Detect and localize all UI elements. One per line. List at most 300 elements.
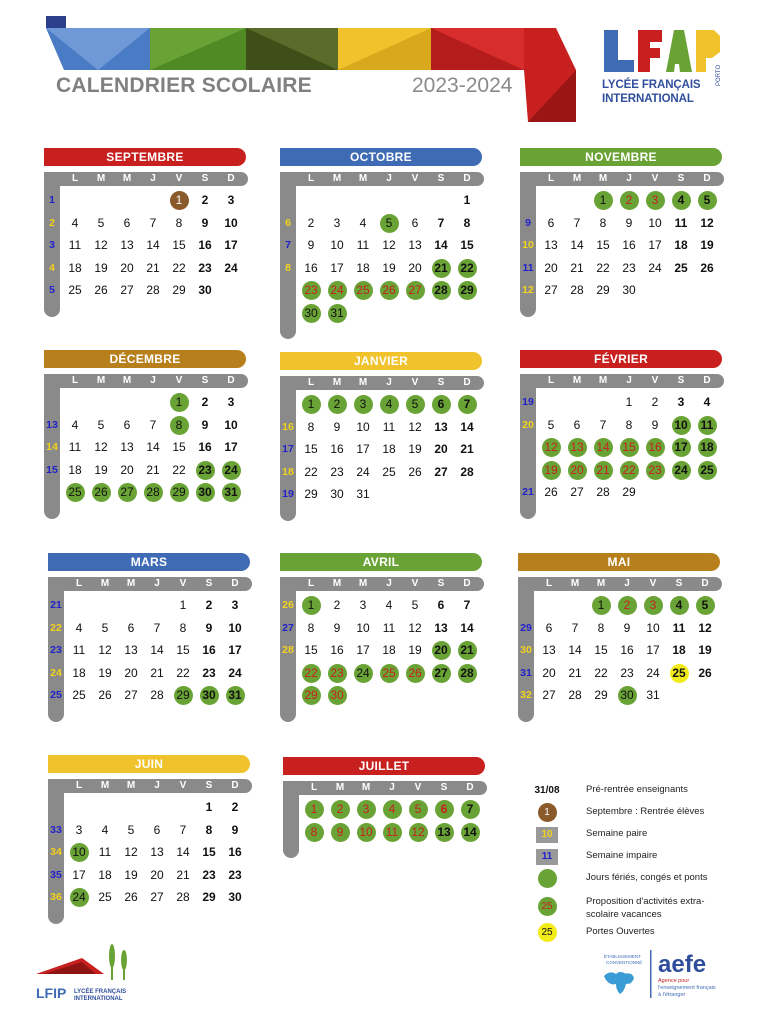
calendar-day: 18 [72,665,86,680]
week-number: 25 [50,689,62,701]
month-2 [520,148,726,338]
calendar-day: 28 [456,663,478,683]
calendar-day: 25 [72,688,86,702]
calendar-day: 18 [382,442,396,456]
legend-row-prerentree [530,780,740,802]
calendar-day: 24 [228,665,242,680]
week-number: 26 [282,599,294,611]
calendar-day: 30 [198,685,220,705]
calendar-day: 24 [352,663,374,683]
calendar-day: 26 [90,482,112,502]
calendar-day: 13 [120,440,134,454]
calendar-day: 13 [124,643,138,657]
calendar-day: 28 [142,482,164,502]
calendar-day: 26 [698,665,712,680]
calendar-day: 3 [677,395,685,409]
calendar-day: 23 [330,464,344,479]
week-number: 8 [285,261,291,274]
calendar-day: 6 [430,394,452,414]
page-title: CALENDRIER SCOLAIRE [56,74,312,97]
weekday-label: M [96,375,106,386]
weekday-label: M [361,782,371,793]
calendar-day: 20 [542,665,556,680]
calendar-day: 11 [68,238,82,252]
calendar-day: 26 [700,260,714,275]
week-number: 12 [522,284,534,296]
calendar-day: 4 [668,595,690,615]
calendar-day: 21 [146,462,160,477]
calendar-day: 27 [542,688,556,702]
calendar-day: 28 [460,464,474,479]
weekday-label: L [75,780,83,791]
month-title: MARS [48,553,250,571]
calendar-day: 8 [307,419,315,434]
calendar-day: 7 [599,417,607,432]
calendar-day: 30 [198,283,212,297]
legend-text: Septembre : Rentrée élèves [586,806,705,817]
calendar-day: 26 [404,663,426,683]
calendar-day: 3 [231,598,239,612]
legend-symbol [530,868,564,890]
calendar-day: 11 [68,440,82,454]
calendar-day: 20 [150,867,164,882]
calendar-day: 10 [356,620,370,635]
weekday-label: V [649,578,657,589]
calendar-day: 23 [326,663,348,683]
calendar-day: 1 [205,800,213,814]
calendar-day: 7 [573,215,581,230]
building-icon [34,940,144,1004]
calendar-day: 26 [124,890,138,904]
calendar-day: 15 [460,238,474,252]
weekday-label: V [411,377,419,388]
calendar-day: 22 [456,258,478,278]
calendar-day: 4 [71,215,79,230]
weekday-label: D [463,377,471,388]
legend-row-rentree [530,802,740,824]
weekday-label: J [154,780,160,791]
calendar-day: 5 [411,598,419,612]
calendar-day: 6 [411,215,419,230]
calendar-day: 1 [300,595,322,615]
calendar-day: 30 [194,482,216,502]
calendar-day: 12 [94,440,108,454]
calendar-day: 29 [596,283,610,297]
calendar-day: 23 [228,867,242,882]
calendar-day: 10 [330,238,344,252]
calendar-day: 18 [672,643,686,657]
calendar-day: 31 [326,303,348,323]
month-8 [518,553,724,743]
calendar-day: 7 [179,822,187,837]
calendar-day: 30 [330,487,344,501]
footer-logo-mark: LFIP [36,985,67,1001]
legend-text: Proposition d'activités extra-scolaire vacances [586,896,705,920]
calendar-day: 12 [382,238,396,252]
calendar-day: 29 [300,685,322,705]
calendar-day: 11 [98,845,112,859]
calendar-day: 18 [68,462,82,477]
month-3 [44,350,250,540]
month-title: AVRIL [280,553,482,571]
calendar-day: 3 [75,822,83,837]
aefe-small-2: CONVENTIONNÉ [606,960,643,965]
calendar-day: 10 [648,215,662,230]
calendar-day: 30 [300,303,322,323]
aefe-tagline-2: l'enseignement français [658,985,716,991]
calendar-day: 25 [696,460,718,480]
weekday-label: L [545,578,553,589]
week-number: 36 [50,891,62,903]
weekday-label: J [389,782,395,793]
calendar-day: 27 [544,283,558,297]
calendar-day: 14 [570,238,584,252]
calendar-day: 22 [304,464,318,479]
calendar-day: 11 [382,620,396,635]
weekday-label: L [307,173,315,184]
week-number: 31 [520,666,532,679]
calendar-day: 24 [648,260,662,275]
calendar-day: 19 [408,442,422,456]
calendar-day: 8 [179,620,187,635]
aefe-small-1: ÉTABLISSEMENT [604,954,641,959]
week-number: 1 [49,194,55,206]
calendar-day: 31 [220,482,242,502]
calendar-day: 27 [570,485,584,499]
calendar-day: 4 [71,417,79,432]
calendar-day: 15 [176,643,190,657]
calendar-day: 20 [120,462,134,477]
month-7 [280,553,486,743]
calendar-day: 15 [594,643,608,657]
month-6 [48,553,254,743]
calendar-day: 25 [378,663,400,683]
calendar-day: 8 [597,620,605,635]
calendar-day: 19 [540,460,562,480]
calendar-day: 11 [696,415,718,435]
calendar-day: 25 [674,260,688,275]
calendar-day: 25 [382,464,396,479]
school-year: 2023-2024 [412,74,513,97]
week-number: 19 [282,488,294,500]
calendar-day: 5 [97,417,105,432]
week-number: 21 [50,599,62,611]
month-title: DÉCEMBRE [44,350,246,368]
calendar-day: 17 [224,238,238,252]
aefe-tagline-1: Agence pour [658,978,690,984]
calendar-day: 9 [307,238,315,252]
calendar-day: 26 [544,485,558,499]
calendar-day: 14 [146,238,160,252]
legend [530,780,740,950]
weekday-label: M [335,782,345,793]
legend-text: Semaine paire [586,828,648,839]
calendar-day: 29 [172,283,186,297]
calendar-day: 7 [153,620,161,635]
footer-lfip-logo [34,940,144,1004]
weekday-label: M [100,780,110,791]
weekday-label: J [386,377,392,388]
week-number: 20 [522,418,534,431]
weekday-label: M [96,173,106,184]
weekday-label: S [201,375,209,386]
calendar-day: 9 [201,215,209,230]
calendar-day: 5 [97,215,105,230]
calendar-day: 21 [430,258,452,278]
world-map-icon [600,944,740,1004]
calendar-day: 8 [307,620,315,635]
calendar-day: 16 [304,260,318,275]
week-number: 21 [522,486,534,498]
weekday-label: D [463,173,471,184]
weekday-label: M [332,173,342,184]
calendar-day: 9 [623,620,631,635]
calendar-day: 1 [179,598,187,612]
weekday-label: M [332,377,342,388]
calendar-day: 13 [542,643,556,657]
week-number: 16 [282,420,294,433]
legend-symbol: 25 [530,896,564,918]
calendar-day: 6 [127,620,135,635]
calendar-day: 2 [651,395,659,409]
calendar-day: 21 [176,867,190,882]
calendar-day: 27 [150,890,164,904]
calendar-day: 13 [544,238,558,252]
calendar-day: 25 [64,482,86,502]
month-0 [44,148,250,338]
weekday-label: M [122,173,132,184]
calendar-day: 8 [205,822,213,837]
calendar-day: 2 [333,598,341,612]
calendar-day: 15 [172,440,186,454]
month-title: MAI [518,553,720,571]
weekday-label: M [572,173,582,184]
legend-symbol: 31/08 [534,785,560,796]
calendar-day: 15 [172,238,186,252]
calendar-day: 23 [644,460,666,480]
calendar-day: 20 [408,260,422,275]
calendar-day: 17 [670,437,692,457]
week-number: 22 [50,621,62,634]
legend-text: Portes Ouvertes [586,926,655,937]
calendar-day: 18 [674,238,688,252]
calendar-day: 24 [326,280,348,300]
calendar-day: 23 [300,280,322,300]
calendar-day: 3 [227,193,235,207]
calendar-day: 5 [101,620,109,635]
calendar-day: 23 [620,665,634,680]
calendar-day: 12 [408,419,422,434]
calendar-day: 15 [304,643,318,657]
calendar-day: 9 [201,417,209,432]
calendar-day: 5 [127,822,135,837]
calendar-day: 2 [205,598,213,612]
month-title: OCTOBRE [280,148,482,166]
month-title: NOVEMBRE [520,148,722,166]
legend-symbol: 25 [530,922,564,944]
calendar-day: 7 [437,215,445,230]
calendar-day: 6 [153,822,161,837]
legend-text: Semaine impaire [586,850,658,861]
calendar-day: 31 [224,685,246,705]
weekday-label: M [598,375,608,386]
weekday-label: M [126,780,136,791]
week-number: 32 [520,689,532,701]
weekday-label: V [179,578,187,589]
calendar-day: 13 [434,620,448,635]
calendar-day: 30 [228,890,242,904]
calendar-day: 17 [356,442,370,456]
weekday-label: L [307,578,315,589]
calendar-day: 1 [300,394,322,414]
calendar-day: 20 [430,640,452,660]
weekday-label: L [547,173,555,184]
calendar-day: 9 [651,417,659,432]
calendar-day: 3 [333,215,341,230]
calendar-day: 6 [547,215,555,230]
month-5 [520,350,726,540]
calendar-day: 29 [456,280,478,300]
week-number: 23 [50,644,62,656]
calendar-day: 4 [359,215,367,230]
calendar-day: 11 [72,643,86,657]
weekday-label: D [703,173,711,184]
week-number: 14 [46,441,58,453]
calendar-day: 22 [596,260,610,275]
weekday-label: M [126,578,136,589]
week-number: 34 [50,846,62,858]
logo-text-line1: LYCÉE FRANÇAIS [602,79,701,91]
calendar-day: 27 [120,283,134,297]
weekday-label: D [463,578,471,589]
weekday-label: S [677,173,685,184]
weekday-label: S [437,173,445,184]
calendar-day: 25 [68,283,82,297]
calendar-day: 17 [646,643,660,657]
calendar-day: 8 [168,415,190,435]
calendar-day: 31 [646,688,660,702]
calendar-day: 4 [385,598,393,612]
calendar-day: 19 [408,643,422,657]
calendar-day: 5 [407,799,429,819]
week-number: 9 [525,216,531,229]
weekday-label: D [466,782,474,793]
calendar-day: 6 [437,598,445,612]
calendar-day: 14 [434,238,448,252]
calendar-day: 29 [202,890,216,904]
calendar-day: 4 [101,822,109,837]
calendar-day: 2 [326,394,348,414]
calendar-day: 26 [98,688,112,702]
calendar-day: 4 [75,620,83,635]
calendar-day: 29 [622,485,636,499]
calendar-day: 2 [616,595,638,615]
calendar-day: 8 [625,417,633,432]
calendar-day: 4 [381,799,403,819]
calendar-day: 24 [646,665,660,680]
calendar-day: 12 [94,238,108,252]
calendar-day: 15 [202,845,216,859]
weekday-label: S [201,173,209,184]
calendar-day: 16 [620,643,634,657]
weekday-label: L [71,375,79,386]
month-10 [283,757,489,947]
calendar-day: 10 [670,415,692,435]
weekday-label: M [358,377,368,388]
week-number: 15 [46,463,58,476]
weekday-label: M [598,173,608,184]
weekday-label: D [701,578,709,589]
weekday-label: M [596,578,606,589]
calendar-day: 24 [224,260,238,275]
calendar-day: 28 [430,280,452,300]
calendar-day: 20 [120,260,134,275]
calendar-day: 17 [224,440,238,454]
calendar-day: 3 [352,394,374,414]
week-number: 7 [285,239,291,251]
lfip-logo-mark [600,26,724,76]
calendar-day: 27 [434,464,448,479]
weekday-label: L [307,377,315,388]
weekday-label: V [414,782,422,793]
calendar-day: 19 [698,643,712,657]
calendar-day: 26 [94,283,108,297]
weekday-label: D [227,375,235,386]
weekday-label: J [624,578,630,589]
calendar-day: 2 [307,215,315,230]
weekday-label: D [231,578,239,589]
calendar-day: 24 [68,887,90,907]
calendar-day: 22 [176,665,190,680]
calendar-day: 9 [625,215,633,230]
legend-row-open-days [530,922,740,944]
week-number: 6 [285,216,291,229]
calendar-day: 23 [198,260,212,275]
week-number: 4 [49,261,55,274]
calendar-day: 2 [201,193,209,207]
weekday-label: S [437,578,445,589]
calendar-day: 5 [694,595,716,615]
calendar-day: 22 [172,462,186,477]
calendar-day: 11 [672,620,686,635]
weekday-label: D [227,173,235,184]
calendar-day: 4 [703,395,711,409]
calendar-day: 13 [433,822,455,842]
calendar-day: 8 [175,215,183,230]
calendar-day: 3 [359,598,367,612]
calendar-day: 13 [566,437,588,457]
weekday-label: D [231,780,239,791]
logo-city: PORTO [716,64,722,86]
month-title: SEPTEMBRE [44,148,246,166]
calendar-day: 20 [544,260,558,275]
weekday-label: L [310,782,318,793]
calendar-day: 17 [72,867,86,882]
weekday-label: S [437,377,445,388]
weekday-label: M [572,375,582,386]
calendar-day: 17 [330,260,344,275]
weekday-label: J [386,578,392,589]
calendar-day: 7 [459,799,481,819]
calendar-day: 16 [198,440,212,454]
calendar-day: 18 [382,643,396,657]
calendar-day: 16 [644,437,666,457]
weekday-label: V [651,375,659,386]
calendar-day: 19 [700,238,714,252]
calendar-day: 21 [150,665,164,680]
week-number-column [280,172,296,339]
calendar-day: 29 [304,487,318,501]
